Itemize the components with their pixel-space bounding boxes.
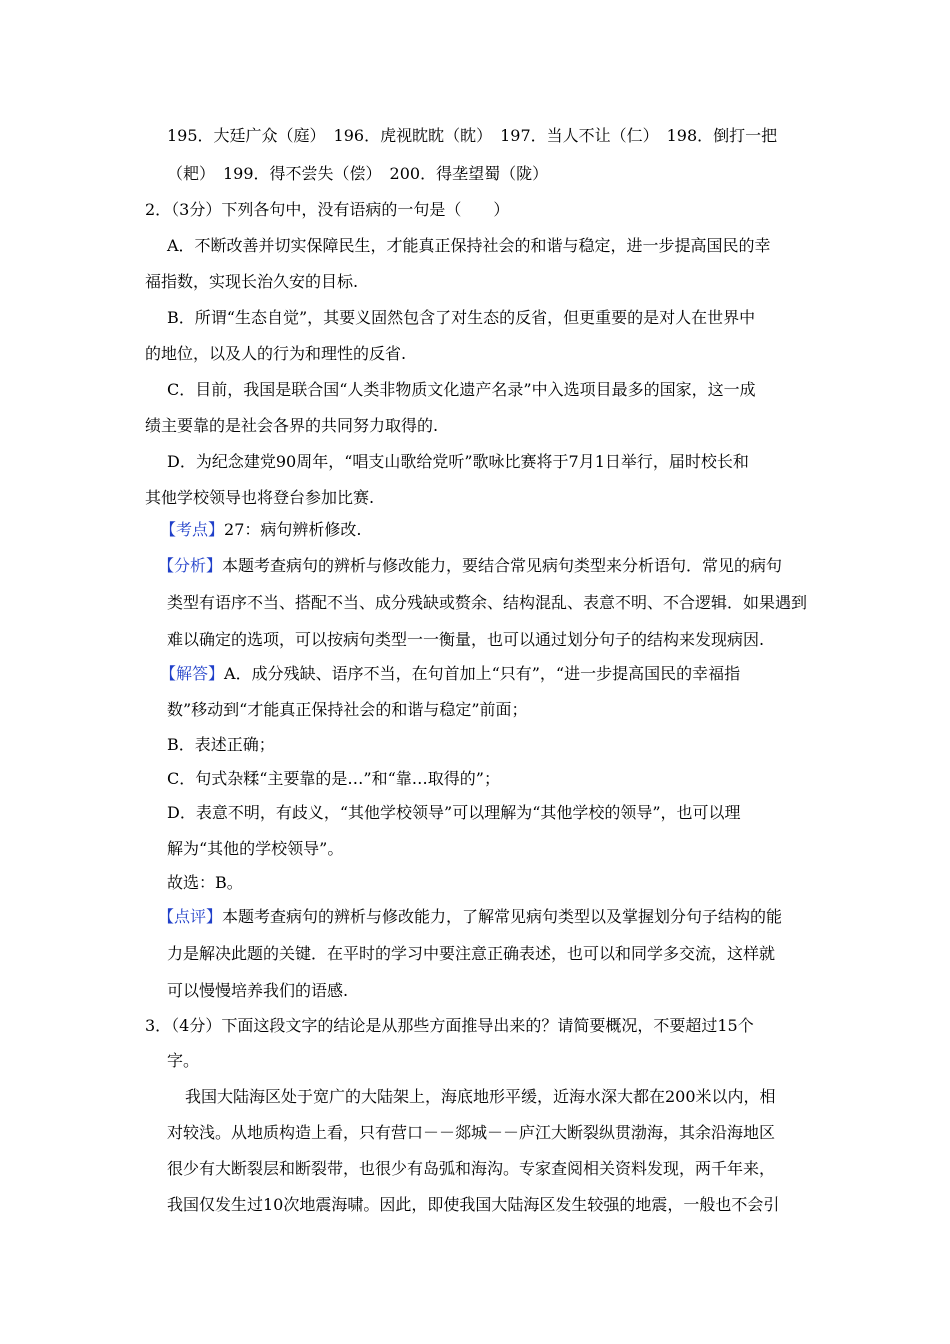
jieda-label: 【解答】	[160, 664, 225, 683]
dianping-text: 本题考查病句的辨析与修改能力，了解常见病句类型以及掌握划分句子结构的能	[222, 907, 783, 926]
idiom-list-line-2: （耙） 199．得不尝失（偿） 200．得垄望蜀（陇）	[167, 164, 549, 183]
dianping-line-2: 力是解决此题的关键．在平时的学习中要注意正确表述，也可以和同学多交流，这样就	[167, 944, 776, 963]
passage-line-2: 对较浅。从地质构造上看，只有营口－－郯城－－庐江大断裂纵贯渤海，其余沿海地区	[167, 1123, 776, 1142]
option-a-line-1: A．不断改善并切实保障民生，才能真正保持社会的和谐与稳定，进一步提高国民的幸	[167, 236, 771, 255]
jieda-c: C．句式杂糅“主要靠的是…”和“靠…取得的”；	[167, 769, 500, 788]
option-a-line-2: 福指数，实现长治久安的目标.	[145, 272, 359, 291]
fenxi-text: 本题考查病句的辨析与修改能力，要结合常见病句类型来分析语句．常见的病句	[222, 556, 783, 575]
fenxi-label: 【分析】	[158, 556, 223, 575]
kaodian-label: 【考点】	[160, 520, 225, 539]
question-3-line-2: 字。	[167, 1051, 200, 1070]
jieda-text: A．成分残缺、语序不当，在句首加上“只有”，“进一步提高国民的幸福指	[224, 664, 741, 683]
jieda-d-line-2: 解为“其他的学校领导”。	[167, 839, 344, 858]
fenxi-line-3: 难以确定的选项，可以按病句类型一一衡量，也可以通过划分句子的结构来发现病因.	[167, 630, 765, 649]
idiom-list-line-1: 195．大廷广众（庭） 196．虎视眈眈（眈） 197．当人不让（仁） 198．倒打一把	[167, 126, 778, 145]
jieda-b: B．表述正确；	[167, 735, 275, 754]
option-d-line-1: D．为纪念建党90周年，“唱支山歌给党听”歌咏比赛将于7月1日举行，届时校长和	[167, 452, 749, 471]
kaodian-line	[160, 519, 361, 541]
question-3-line-1: 3．（4分）下面这段文字的结论是从那些方面推导出来的？请简要概况，不要超过15个	[145, 1016, 754, 1035]
kaodian-text: 27：病句辨析修改.	[224, 520, 362, 539]
jieda-answer: 故选：B。	[167, 873, 243, 892]
dianping-label: 【点评】	[158, 907, 223, 926]
dianping-line-1	[158, 906, 782, 928]
passage-line-3: 很少有大断裂层和断裂带，也很少有岛弧和海沟。专家查阅相关资料发现，两千年来，	[167, 1159, 776, 1178]
jieda-line-1	[160, 663, 740, 685]
jieda-line-2: 数”移动到“才能真正保持社会的和谐与稳定”前面；	[167, 700, 528, 719]
dianping-line-3: 可以慢慢培养我们的语感.	[167, 981, 349, 1000]
jieda-d-line-1: D．表意不明，有歧义，“其他学校领导”可以理解为“其他学校的领导”，也可以理	[167, 803, 741, 822]
option-c-line-2: 绩主要靠的是社会各界的共同努力取得的.	[145, 416, 439, 435]
option-b-line-1: B．所谓“生态自觉”，其要义固然包含了对生态的反省，但更重要的是对人在世界中	[167, 308, 756, 327]
option-b-line-2: 的地位，以及人的行为和理性的反省.	[145, 344, 407, 363]
option-d-line-2: 其他学校领导也将登台参加比赛.	[145, 488, 375, 507]
passage-line-4: 我国仅发生过10次地震海啸。因此，即使我国大陆海区发生较强的地震，一般也不会引	[167, 1195, 780, 1214]
question-2-title: 2．（3分）下列各句中，没有语病的一句是（ ）	[145, 200, 510, 219]
fenxi-line-1	[158, 555, 782, 577]
passage-line-1: 我国大陆海区处于宽广的大陆架上，海底地形平缓，近海水深大都在200米以内，相	[185, 1087, 776, 1106]
option-c-line-1: C．目前，我国是联合国“人类非物质文化遗产名录”中入选项目最多的国家，这一成	[167, 380, 756, 399]
fenxi-line-2: 类型有语序不当、搭配不当、成分残缺或赘余、结构混乱、表意不明、不合逻辑．如果遇到	[167, 593, 808, 612]
